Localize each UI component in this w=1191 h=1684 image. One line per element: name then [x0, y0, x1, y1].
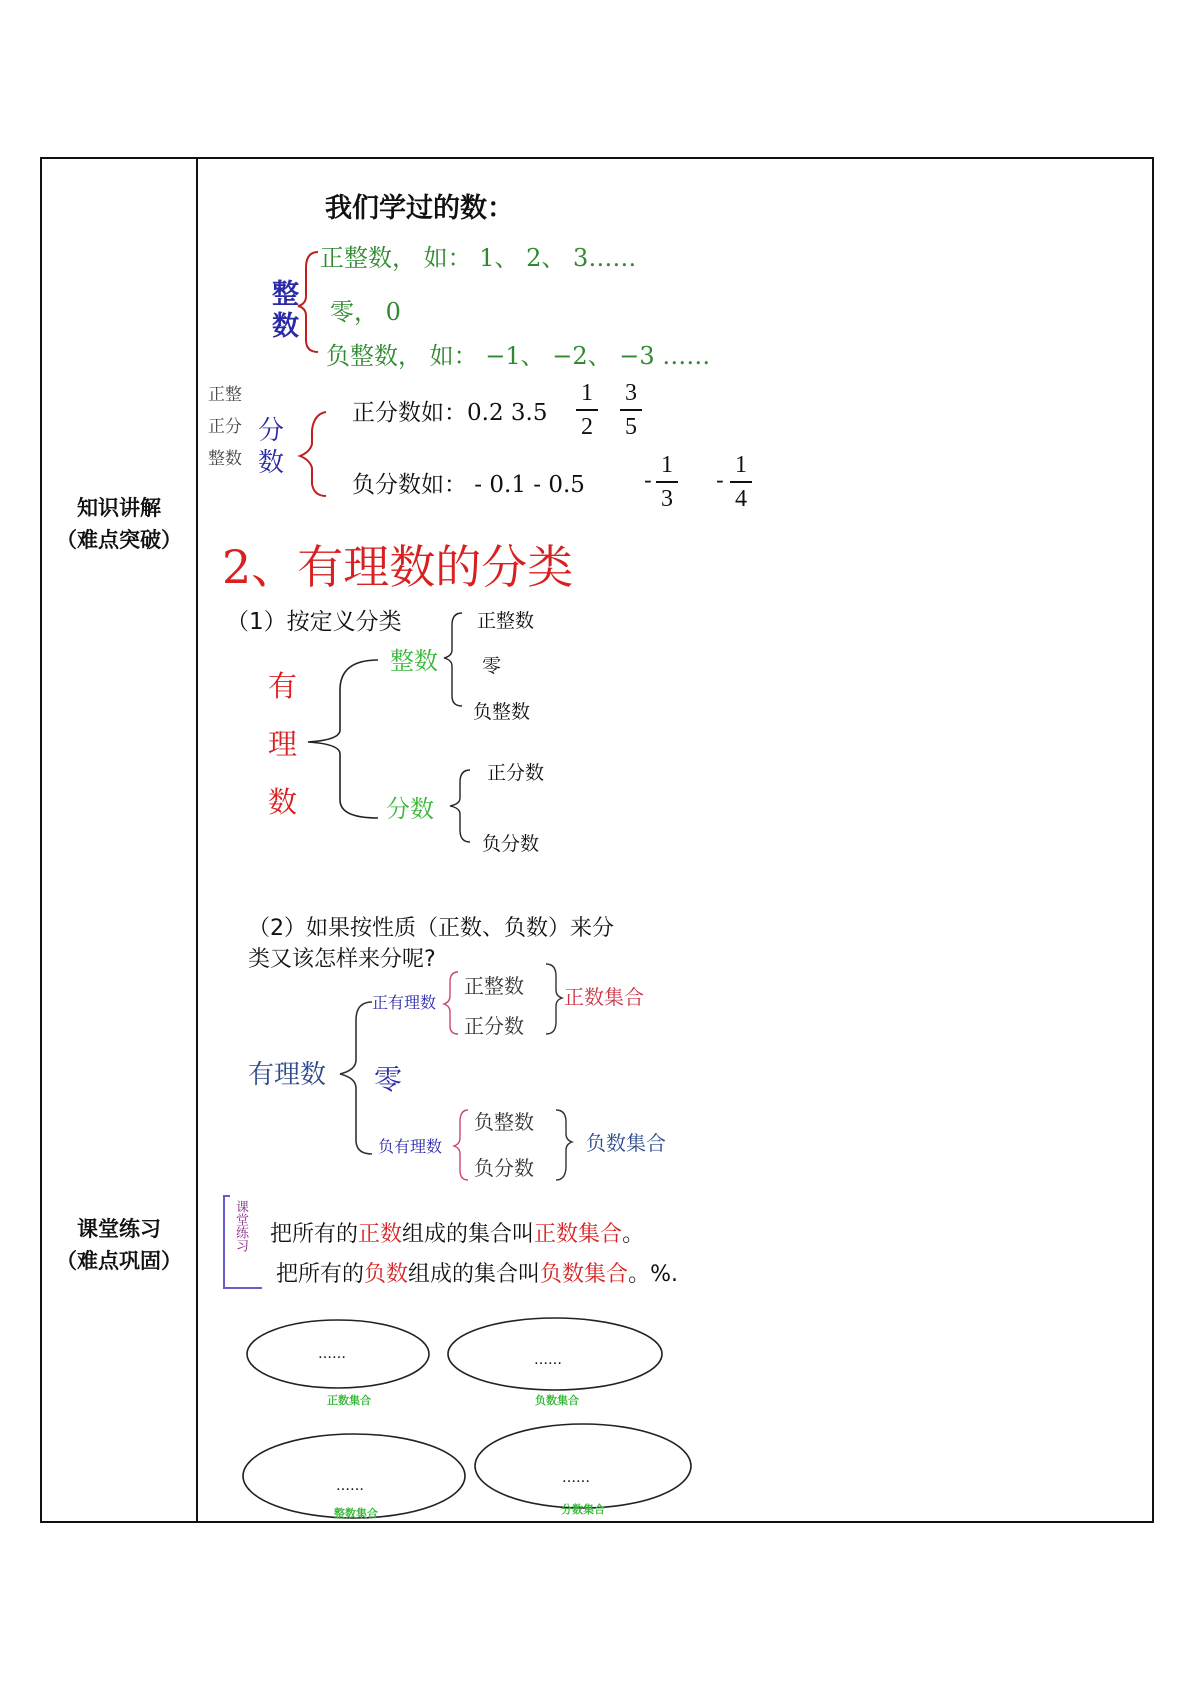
practice-tag: 课堂练习	[233, 1200, 248, 1252]
negative-integer-line: 负整数， 如： −1、 −2、 −3 ……	[326, 342, 711, 370]
negative-fraction-sign-2: -	[716, 468, 724, 494]
practice-line-2-post: 。%.	[628, 1262, 678, 1287]
definition-fraction: 分数	[386, 795, 434, 823]
fraction-label-2: 数	[258, 448, 285, 478]
integer-brace	[298, 252, 318, 352]
practice-line-2-red1: 负数	[364, 1262, 409, 1287]
positive-rational-brace	[444, 972, 458, 1034]
practice-line-1-mid: 组成的集合叫	[402, 1222, 535, 1247]
zero-line: 零， 0	[330, 298, 401, 326]
definition-positive-fraction: 正分数	[487, 762, 545, 784]
practice-line-2-red2: 负数集合	[540, 1262, 629, 1287]
fraction-set-label: 分数集合	[561, 1503, 605, 1516]
cut-text-3: 整数	[208, 449, 242, 469]
integer-set-label: 整数集合	[334, 1507, 378, 1520]
integer-label-1: 整	[272, 279, 299, 310]
positive-set-brace	[546, 964, 562, 1034]
fraction-neg-one-third	[656, 450, 678, 514]
sign-negative-fraction: 负分数	[474, 1156, 534, 1180]
fraction-label-1: 分	[258, 416, 285, 446]
practice-line-2-mid: 组成的集合叫	[408, 1262, 541, 1287]
sign-positive-rational: 正有理数	[372, 993, 437, 1012]
sign-negative-integer: 负整数	[474, 1110, 534, 1134]
definition-root-3: 数	[268, 785, 298, 819]
fraction-neg-one-fourth-bar	[730, 481, 752, 483]
sign-negative-rational: 负有理数	[378, 1137, 443, 1156]
sign-root: 有理数	[248, 1060, 327, 1090]
practice-line-1-pre: 把所有的	[270, 1222, 359, 1247]
row-label-practice-line1: 课堂练习	[77, 1217, 161, 1241]
sign-positive-set: 正数集合	[564, 985, 644, 1009]
positive-fraction-line: 正分数如：0.2 3.5	[352, 400, 548, 426]
practice-line-1-post: 。	[622, 1222, 645, 1247]
definition-root-1: 有	[268, 669, 298, 703]
definition-fraction-brace	[450, 770, 470, 842]
definition-positive-integer: 正整数	[477, 610, 535, 632]
fraction-set-dots: ……	[562, 1470, 590, 1486]
fraction-neg-one-fourth	[730, 450, 752, 514]
definition-root-2: 理	[268, 727, 298, 761]
definition-integer-brace	[444, 613, 462, 706]
fraction-neg-one-fourth-numerator: 1	[735, 452, 747, 478]
practice-line-2	[276, 1257, 678, 1288]
negative-fraction-line: 负分数如： - 0.1 - 0.5	[352, 472, 585, 498]
numbers-learned-title: 我们学过的数：	[325, 193, 514, 224]
sign-negative-set: 负数集合	[586, 1131, 666, 1155]
positive-set-label: 正数集合	[327, 1394, 371, 1407]
positive-set-dots: ……	[318, 1346, 346, 1362]
fraction-one-half-numerator: 1	[581, 380, 593, 406]
fraction-brace	[300, 412, 326, 496]
definition-root-bracket	[308, 660, 378, 818]
sign-question-line1: （2）如果按性质（正数、负数）来分	[248, 916, 614, 941]
classification-heading: 2、有理数的分类	[222, 540, 574, 594]
negative-fraction-sign-1: -	[644, 468, 652, 494]
fraction-three-fifths-denominator: 5	[625, 413, 637, 440]
negative-set-brace	[556, 1110, 572, 1180]
practice-line-1	[270, 1217, 644, 1248]
fraction-neg-one-third-numerator: 1	[661, 452, 673, 478]
sign-question-line2: 类又该怎样来分呢?	[248, 947, 436, 972]
fraction-one-half-denominator: 2	[581, 413, 593, 440]
row-label-practice-line2: （难点巩固）	[56, 1249, 182, 1273]
fraction-neg-one-third-denominator: 3	[661, 485, 673, 512]
integer-label-2: 数	[272, 311, 299, 342]
definition-negative-fraction: 负分数	[482, 833, 540, 855]
fraction-set-ellipse	[475, 1424, 691, 1508]
negative-rational-brace	[454, 1110, 468, 1180]
row-label-knowledge-line2: （难点突破）	[56, 528, 182, 552]
sign-root-bracket	[340, 1002, 372, 1154]
cut-text-1: 正整	[208, 385, 242, 405]
definition-negative-integer: 负整数	[473, 701, 531, 723]
cut-text-2: 正分	[208, 417, 242, 437]
fraction-three-fifths-bar	[620, 409, 642, 411]
fraction-three-fifths	[620, 378, 642, 442]
practice-line-2-pre: 把所有的	[276, 1262, 365, 1287]
definition-integer: 整数	[390, 647, 438, 675]
practice-line-1-red2: 正数集合	[534, 1222, 623, 1247]
fraction-three-fifths-numerator: 3	[625, 380, 637, 406]
sign-positive-integer: 正整数	[464, 974, 524, 998]
definition-zero: 零	[482, 655, 502, 677]
sign-zero: 零	[374, 1063, 403, 1096]
positive-integer-line: 正整数， 如： 1、 2、 3……	[320, 244, 637, 272]
negative-set-dots: ……	[534, 1352, 562, 1368]
sign-positive-fraction: 正分数	[464, 1014, 524, 1038]
negative-set-label: 负数集合	[535, 1394, 579, 1407]
fraction-one-half	[576, 378, 598, 442]
integer-set-dots: ……	[336, 1478, 364, 1494]
row-label-knowledge-line1: 知识讲解	[77, 496, 161, 520]
fraction-one-half-bar	[576, 409, 598, 411]
fraction-neg-one-fourth-denominator: 4	[735, 485, 747, 512]
fraction-neg-one-third-bar	[656, 481, 678, 483]
practice-line-1-red1: 正数	[358, 1222, 403, 1247]
definition-subtitle: （1）按定义分类	[226, 609, 402, 635]
